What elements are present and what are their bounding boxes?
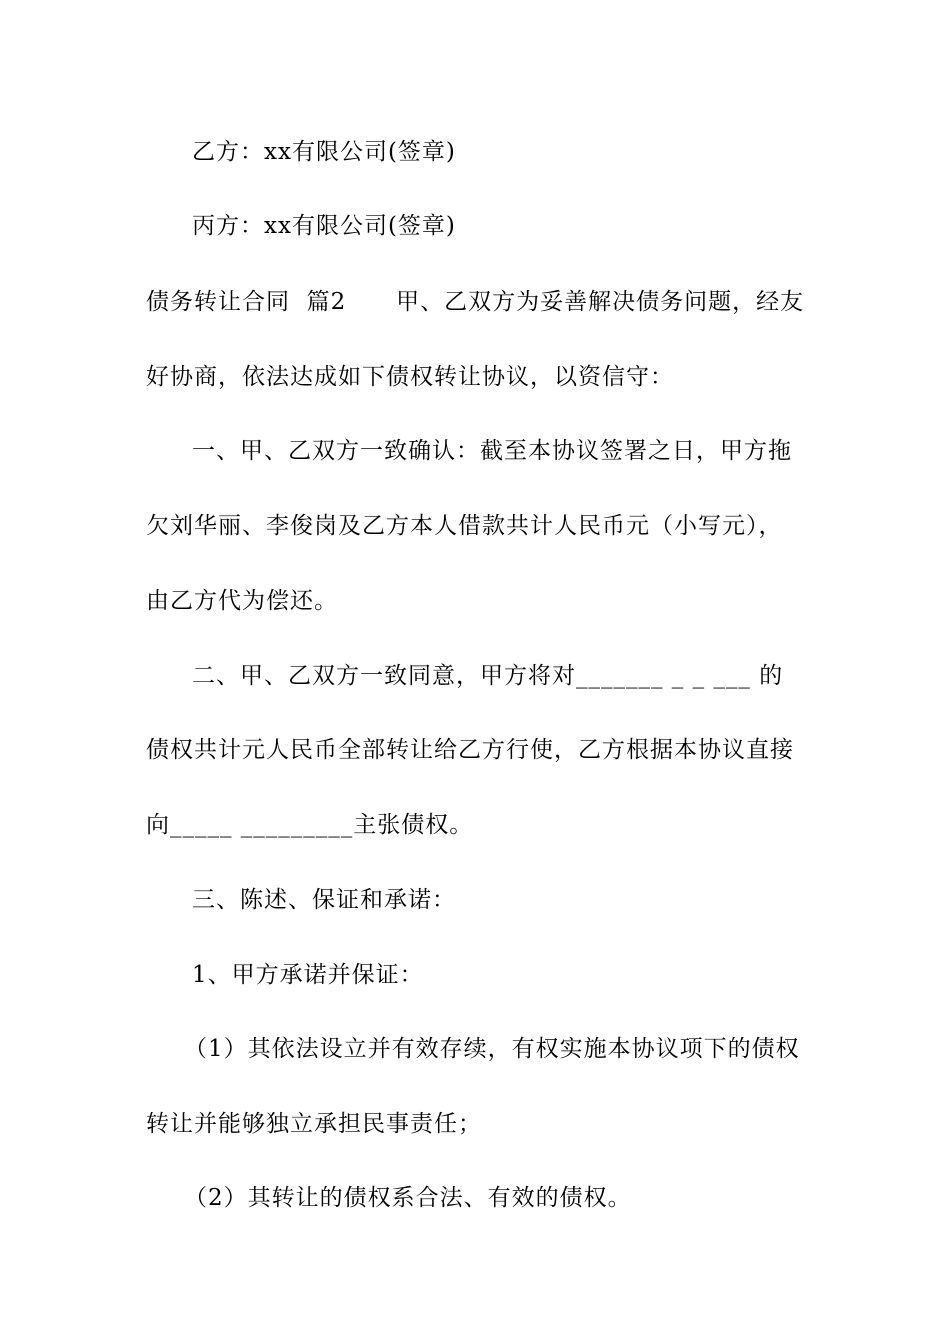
subclause-item-2-line: （2）其转让的债权系合法、有效的债权。 bbox=[184, 1185, 632, 1211]
subclause-item-1-line: （1）其依法设立并有效存续，有权实施本协议项下的债权 bbox=[184, 1036, 800, 1062]
clause-two-line: 二、甲、乙双方一致同意，甲方将对_______ _ _ ___ 的 bbox=[192, 663, 784, 689]
clause-three-heading: 三、陈述、保证和承诺： bbox=[192, 887, 456, 913]
paragraph-line: 债权共计元人民币全部转让给乙方行使，乙方根据本协议直接 bbox=[146, 737, 794, 763]
paragraph-line: 向_____ _________主张债权。 bbox=[146, 812, 474, 838]
clause-one-line: 一、甲、乙双方一致确认：截至本协议签署之日，甲方拖 bbox=[192, 438, 792, 464]
paragraph-line: 欠刘华丽、李俊岗及乙方本人借款共计人民币元（小写元）， bbox=[146, 513, 783, 539]
paragraph-line: 好协商，依法达成如下债权转让协议，以资信守： bbox=[146, 364, 674, 390]
party-c-signature-line: 丙方：xx有限公司(签章) bbox=[192, 213, 456, 239]
contract-title-paragraph-line: 债务转让合同 篇2 甲、乙双方为妥善解决债务问题，经友 bbox=[146, 289, 805, 315]
party-b-signature-line: 乙方：xx有限公司(签章) bbox=[192, 139, 456, 165]
paragraph-line: 转让并能够独立承担民事责任； bbox=[146, 1111, 482, 1137]
subclause-heading: 1、甲方承诺并保证： bbox=[192, 962, 424, 988]
paragraph-line: 由乙方代为偿还。 bbox=[146, 588, 338, 614]
